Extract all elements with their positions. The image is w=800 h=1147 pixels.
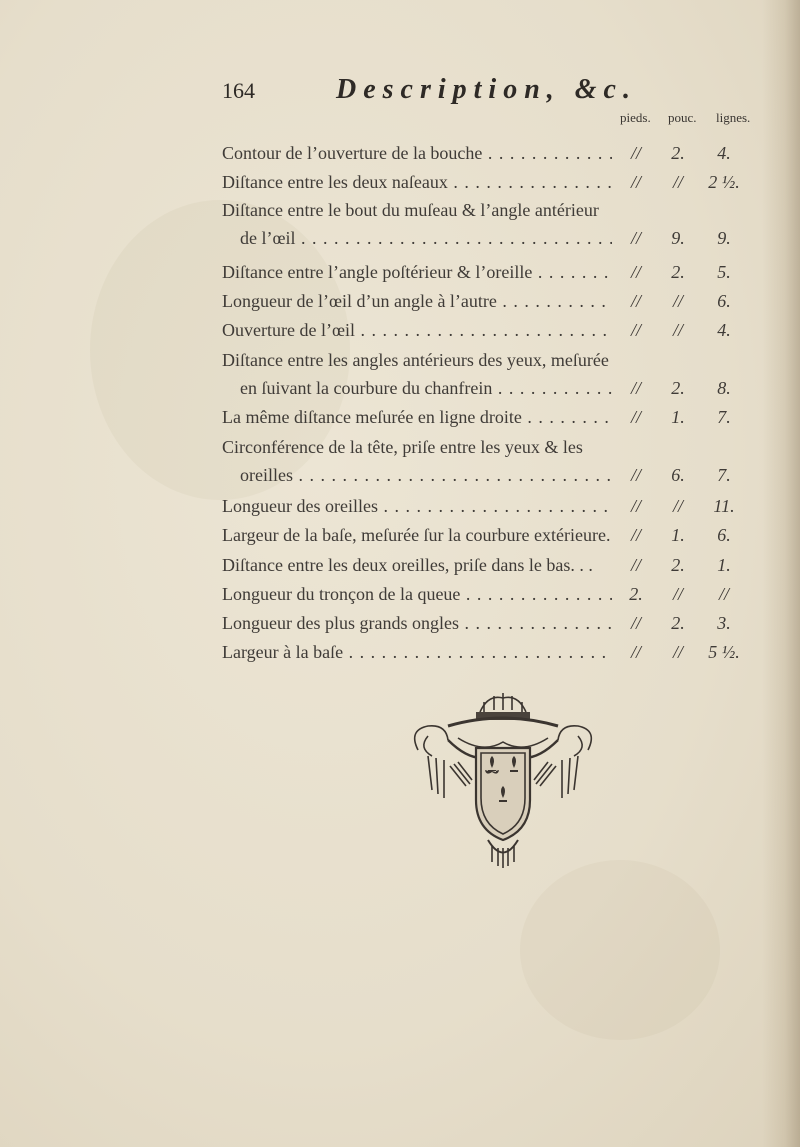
- table-row: [0, 613, 800, 639]
- value-feet: //: [630, 143, 641, 163]
- value-lines: //: [718, 584, 729, 604]
- value-inches: 6.: [671, 465, 685, 485]
- value-feet: //: [630, 525, 641, 545]
- value-feet: //: [630, 378, 641, 398]
- value-lines: 6.: [717, 291, 731, 311]
- row-label-continuation: en ſuivant la courbure du chanfrein . . .: [240, 378, 612, 399]
- row-label: Longueur des plus grands ongles . . .: [222, 613, 612, 634]
- value-feet: //: [630, 555, 641, 575]
- row-label: Largeur de la baſe, meſurée ſur la courbure extérieure.: [222, 525, 611, 545]
- value-inches: //: [672, 584, 683, 604]
- row-label: Largeur à la baſe . . .: [222, 642, 612, 663]
- table-row: [0, 437, 800, 495]
- value-lines: 4.: [717, 143, 731, 163]
- value-lines: 11.: [713, 496, 735, 516]
- row-label: Diſtance entre l’angle poſtérieur & l’oreille . . .: [222, 262, 612, 283]
- row-label: Ouverture de l’œil . . .: [222, 320, 612, 341]
- value-inches: //: [672, 642, 683, 662]
- table-row: [0, 642, 800, 668]
- unit-inches-header: pouc.: [668, 110, 697, 125]
- table-row: [0, 172, 800, 198]
- value-inches: 2.: [671, 262, 685, 282]
- table-row: [0, 496, 800, 522]
- value-feet: //: [630, 642, 641, 662]
- fleur-de-lis-shield-ornament-icon: [388, 690, 618, 868]
- row-label: Diſtance entre les deux naſeaux . . .: [222, 172, 612, 193]
- unit-feet-header: pieds.: [620, 110, 651, 125]
- row-label-continuation: de l’œil . . .: [240, 228, 612, 249]
- table-row: [0, 143, 800, 169]
- value-feet: //: [630, 496, 641, 516]
- page-number: 164: [222, 78, 255, 103]
- row-label: Contour de l’ouverture de la bouche . . .: [222, 143, 612, 164]
- row-label: Diſtance entre le bout du muſeau & l’angle antérieur: [222, 200, 599, 220]
- value-feet: //: [630, 172, 641, 192]
- unit-lines-header: lignes.: [716, 110, 751, 125]
- row-label: Longueur de l’œil d’un angle à l’autre . . .: [222, 291, 612, 312]
- table-row: [0, 555, 800, 581]
- row-label-continuation: oreilles . . .: [240, 465, 612, 486]
- value-lines: 8.: [717, 378, 731, 398]
- table-row: [0, 262, 800, 288]
- value-inches: 2.: [671, 613, 685, 633]
- row-label: Diſtance entre les deux oreilles, priſe dans le bas. . .: [222, 555, 593, 575]
- row-label: Circonférence de la tête, priſe entre les yeux & les: [222, 437, 583, 457]
- value-inches: 1.: [671, 407, 685, 427]
- value-inches: 2.: [671, 378, 685, 398]
- value-inches: 1.: [671, 525, 685, 545]
- table-row: [0, 584, 800, 610]
- value-inches: 9.: [671, 228, 685, 248]
- table-row: [0, 407, 800, 433]
- value-feet: //: [630, 228, 641, 248]
- table-row: [0, 291, 800, 317]
- value-lines: 7.: [717, 465, 731, 485]
- table-row: [0, 350, 800, 408]
- value-lines: 5.: [717, 262, 731, 282]
- value-lines: 6.: [717, 525, 731, 545]
- value-inches: //: [672, 172, 683, 192]
- row-label: La même diſtance meſurée en ligne droite . . .: [222, 407, 612, 428]
- value-feet: //: [630, 465, 641, 485]
- value-feet: //: [630, 262, 641, 282]
- value-inches: 2.: [671, 555, 685, 575]
- value-inches: //: [672, 496, 683, 516]
- value-lines: 3.: [717, 613, 731, 633]
- value-inches: //: [672, 320, 683, 340]
- value-lines: 4.: [717, 320, 731, 340]
- value-lines: 1.: [717, 555, 731, 575]
- value-lines: 9.: [717, 228, 731, 248]
- table-row: [0, 320, 800, 346]
- value-feet: //: [630, 320, 641, 340]
- row-label: Longueur des oreilles . . .: [222, 496, 612, 517]
- value-feet: //: [630, 291, 641, 311]
- row-label: Longueur du tronçon de la queue . . .: [222, 584, 612, 605]
- value-inches: //: [672, 291, 683, 311]
- value-inches: 2.: [671, 143, 685, 163]
- value-lines: 2 ½.: [708, 172, 740, 192]
- value-feet: //: [630, 407, 641, 427]
- value-lines: 7.: [717, 407, 731, 427]
- table-row: [0, 525, 800, 551]
- running-title: Description, &c.: [336, 74, 637, 105]
- value-feet: //: [630, 613, 641, 633]
- row-label: Diſtance entre les angles antérieurs des yeux, meſurée: [222, 350, 609, 370]
- value-lines: 5 ½.: [708, 642, 740, 662]
- table-row: [0, 200, 800, 258]
- value-feet: 2.: [629, 584, 643, 604]
